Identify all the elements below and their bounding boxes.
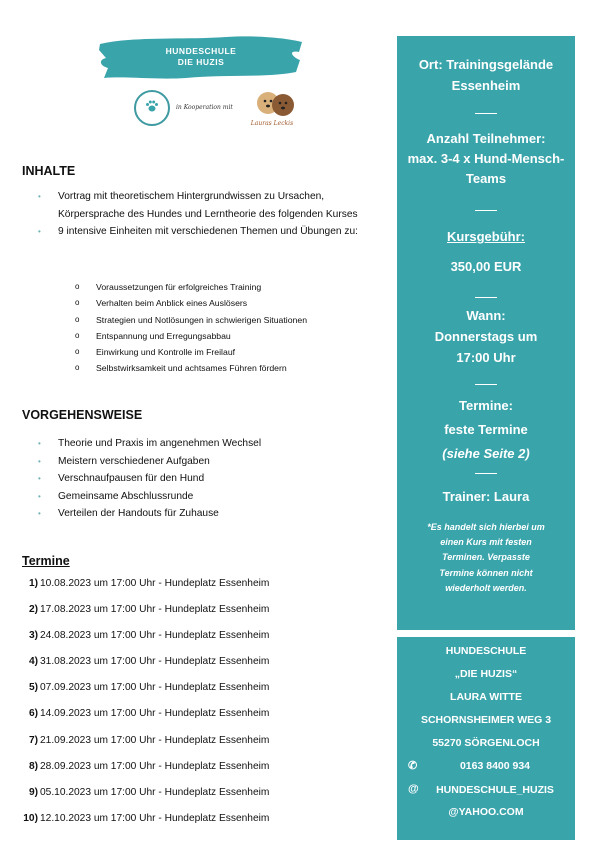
contact-line: HUNDESCHULE <box>445 645 527 657</box>
bullet-icon: • <box>38 491 41 501</box>
logo-line-2: DIE HUZIS <box>177 57 225 67</box>
circle-bullet-icon: o <box>75 282 80 291</box>
logo-line-1: HUNDESCHULE <box>165 46 237 56</box>
note-line: *Es handelt sich hierbei um <box>427 522 545 532</box>
sub-item <box>58 279 388 295</box>
bullet-icon: • <box>38 227 41 236</box>
termin-row <box>22 630 269 656</box>
termin-row <box>22 787 269 813</box>
logo <box>96 28 308 132</box>
termin-text: 05.10.2023 um 17:00 Uhr - Hundeplatz Essenheim <box>40 786 270 798</box>
termine-info-line-1: feste Termine <box>444 422 528 437</box>
bullet-icon: • <box>38 456 41 466</box>
contact-line: LAURA WITTE <box>450 691 522 703</box>
termin-row <box>22 735 269 761</box>
termin-text: 21.09.2023 um 17:00 Uhr - Hundeplatz Essenheim <box>40 734 270 746</box>
separator <box>475 113 497 114</box>
vorgehen-heading: VORGEHENSWEISE <box>22 408 143 422</box>
email-line-2[interactable]: @YAHOO.COM <box>448 806 524 818</box>
teilnehmer-label: Anzahl Teilnehmer: <box>426 131 546 146</box>
termin-number: 8) <box>28 760 38 772</box>
sub-item-text: Verhalten beim Anblick eines Auslösers <box>96 298 248 309</box>
dog-faces-icon <box>254 86 296 122</box>
gebuehr-value: 350,00 EUR <box>450 259 522 274</box>
vorgehen-item: Meistern verschiedener Aufgaben <box>58 455 210 467</box>
teilnehmer-line-1: max. 3-4 x Hund-Mensch- <box>407 151 565 166</box>
sub-item-text: Voraussetzungen für erfolgreiches Training <box>96 282 262 292</box>
bullet-icon: • <box>38 474 41 483</box>
vorgehen-item: Verschnaufpausen für den Hund <box>58 473 205 484</box>
termin-text: 07.09.2023 um 17:00 Uhr - Hundeplatz Essenheim <box>40 682 270 694</box>
circle-bullet-icon: o <box>75 363 80 373</box>
logo-title <box>96 46 306 68</box>
contact-line: „DIE HUZIS“ <box>454 668 518 680</box>
logo-koop-text: in Kooperation mit <box>176 104 233 111</box>
vorgehen-item: Gemeinsame Abschlussrunde <box>58 490 194 502</box>
inhalte-sublist <box>58 279 388 377</box>
termin-number: 6) <box>28 708 38 720</box>
circle-bullet-icon: o <box>75 347 80 357</box>
termin-number: 5) <box>28 682 38 694</box>
termin-text: 10.08.2023 um 17:00 Uhr - Hundeplatz Essenheim <box>40 578 270 589</box>
list-item <box>36 505 376 523</box>
vorgehen-item: Verteilen der Handouts für Zuhause <box>58 508 219 519</box>
termin-row <box>22 813 269 839</box>
inhalte-item-2: 9 intensive Einheiten mit verschiedenen Themen und Übungen zu: <box>58 226 358 237</box>
inhalte-item-1: Vortrag mit theoretischem Hintergrundwissen zu Ursachen, Körpersprache des Hundes und Lerntheorie des folgenden Kurses <box>58 191 358 220</box>
teilnehmer-line-2: Teams <box>465 171 507 186</box>
contact-line: 55270 SÖRGENLOCH <box>432 737 540 749</box>
sub-item-text: Selbstwirksamkeit und achtsames Führen fördern <box>96 363 287 374</box>
vorgehen-list <box>36 435 376 523</box>
termine-info-label: Termine: <box>459 398 513 413</box>
termin-text: 24.08.2023 um 17:00 Uhr - Hundeplatz Essenheim <box>40 630 270 642</box>
hinweis-note <box>407 520 565 596</box>
termine-heading: Termine <box>22 554 70 568</box>
trainer-label: Trainer: Laura <box>442 489 530 504</box>
termin-number: 1) <box>28 578 38 589</box>
termin-row <box>22 604 269 630</box>
gebuehr-label: Kursgebühr: <box>447 229 525 244</box>
separator <box>475 210 497 211</box>
list-item <box>36 488 376 506</box>
termin-row <box>22 682 269 708</box>
sub-item-text: Entspannung und Erregungsabbau <box>96 330 231 341</box>
list-item <box>36 435 376 453</box>
note-line: wiederholt werden. <box>445 582 527 593</box>
termin-number: 9) <box>28 786 38 798</box>
inhalte-heading: INHALTE <box>22 164 76 178</box>
circle-bullet-icon: o <box>75 298 80 308</box>
paw-badge-icon <box>134 90 170 126</box>
termin-number: 2) <box>28 604 38 616</box>
bullet-icon: • <box>38 439 41 448</box>
partner-logo-text: Lauras Leckis <box>250 120 294 127</box>
email-line-1[interactable]: HUNDESCHULE_HUZIS <box>436 784 554 796</box>
sub-item <box>58 328 388 344</box>
termin-number: 4) <box>28 656 38 668</box>
termin-row <box>22 761 269 787</box>
vorgehen-item: Theorie und Praxis im angenehmen Wechsel <box>58 438 262 449</box>
list-item <box>36 188 376 223</box>
termin-text: 17.08.2023 um 17:00 Uhr - Hundeplatz Essenheim <box>40 604 270 616</box>
termine-info-line-2: (siehe Seite 2) <box>442 446 530 461</box>
bullet-icon: • <box>38 192 41 201</box>
sub-item <box>58 360 388 376</box>
bullet-icon: • <box>38 509 41 518</box>
termin-row <box>22 578 269 604</box>
list-item <box>36 223 376 241</box>
address-block <box>397 640 575 755</box>
list-item <box>36 470 376 488</box>
termin-number: 3) <box>28 630 38 642</box>
phone-number[interactable]: 0163 8400 934 <box>459 760 531 772</box>
sub-item <box>58 312 388 328</box>
separator <box>475 473 497 474</box>
termin-text: 12.10.2023 um 17:00 Uhr - Hundeplatz Essenheim <box>40 812 270 824</box>
termin-row <box>22 656 269 682</box>
sub-item <box>58 344 388 360</box>
separator <box>475 384 497 385</box>
wann-label: Wann: <box>466 308 506 323</box>
teilnehmer-block <box>397 129 575 189</box>
note-line: Terminen. Verpasste <box>442 552 530 563</box>
at-icon: @ <box>408 783 419 795</box>
wann-block <box>397 305 575 368</box>
termin-number: 10) <box>23 812 38 824</box>
termin-text: 31.08.2023 um 17:00 Uhr - Hundeplatz Essenheim <box>40 656 270 668</box>
list-item <box>36 453 376 471</box>
termine-list <box>22 578 269 839</box>
circle-bullet-icon: o <box>75 330 80 340</box>
paw-icon <box>145 99 159 113</box>
inhalte-list <box>36 188 376 241</box>
ort-line-1: Ort: Trainingsgelände <box>418 57 554 72</box>
note-line: einen Kurs mit festen <box>440 537 532 548</box>
termin-row <box>22 708 269 734</box>
contact-line: SCHORNSHEIMER WEG 3 <box>420 714 552 726</box>
sub-item <box>58 295 388 311</box>
termin-text: 28.09.2023 um 17:00 Uhr - Hundeplatz Essenheim <box>40 760 270 772</box>
wann-line-2: 17:00 Uhr <box>456 350 516 365</box>
ort-line-2: Essenheim <box>451 78 521 93</box>
sub-item-text: Einwirkung und Kontrolle im Freilauf <box>96 347 236 358</box>
separator <box>475 297 497 298</box>
termin-number: 7) <box>28 734 38 746</box>
ort-block <box>397 54 575 96</box>
sub-item-text: Strategien und Notlösungen in schwierigen Situationen <box>96 314 308 325</box>
termine-info-block <box>397 394 575 466</box>
phone-icon: ✆ <box>408 760 418 772</box>
wann-line-1: Donnerstags um <box>434 329 538 344</box>
circle-bullet-icon: o <box>75 314 80 324</box>
termin-text: 14.09.2023 um 17:00 Uhr - Hundeplatz Essenheim <box>40 708 270 720</box>
note-line: Termine können nicht <box>439 567 533 578</box>
